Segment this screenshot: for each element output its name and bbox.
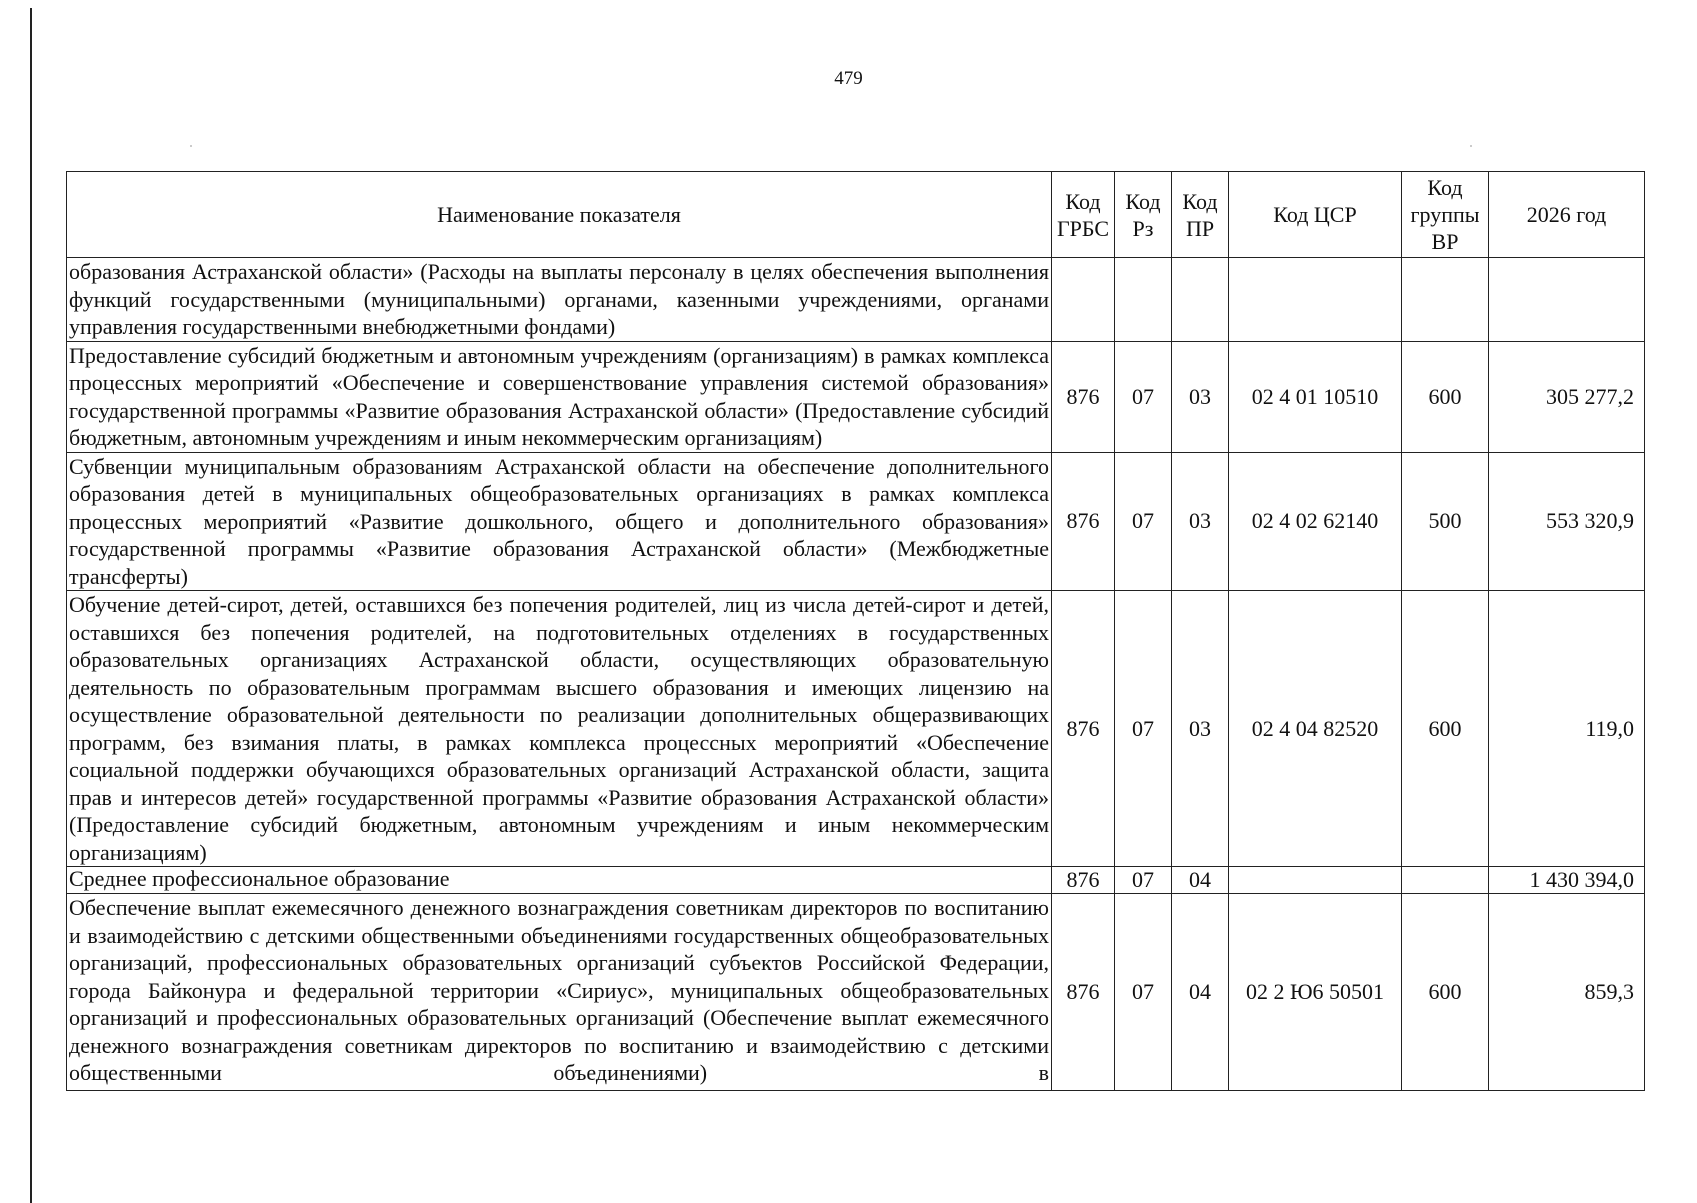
page-number: 479 xyxy=(834,68,863,89)
row-subsection-code: 04 xyxy=(1172,867,1229,894)
row-grbs-code: 876 xyxy=(1052,591,1115,867)
row-grbs-code: 876 xyxy=(1052,452,1115,591)
header-target-article-code: Код ЦСР xyxy=(1229,172,1402,258)
row-amount-2026: 1 430 394,0 xyxy=(1489,867,1645,894)
scan-speck xyxy=(1470,145,1472,147)
table-row xyxy=(67,894,1645,1091)
row-indicator-name: образования Астраханской области» (Расходы на выплаты персоналу в целях обеспечения выполнения функций государственными (муниципальными) органами, казенными учреждениями, органами управления государственными внебюджетными фондами) xyxy=(67,258,1052,342)
row-section-code: 07 xyxy=(1115,894,1172,1091)
row-target-article-code: 02 2 Ю6 50501 xyxy=(1229,894,1402,1091)
row-subsection-code: 04 xyxy=(1172,894,1229,1091)
row-grbs-code: 876 xyxy=(1052,894,1115,1091)
table-row xyxy=(67,341,1645,452)
row-subsection-code: 03 xyxy=(1172,341,1229,452)
row-subsection-code xyxy=(1172,258,1229,342)
header-expense-group-code: Код группы ВР xyxy=(1402,172,1489,258)
row-expense-group-code: 600 xyxy=(1402,894,1489,1091)
header-section-code: Код Рз xyxy=(1115,172,1172,258)
row-expense-group-code xyxy=(1402,258,1489,342)
header-indicator-name: Наименование показателя xyxy=(67,172,1052,258)
row-expense-group-code: 600 xyxy=(1402,591,1489,867)
row-indicator-name: Субвенции муниципальным образованиям Астраханской области на обеспечение дополнительного образования детей в муниципальных общеобразовательных организациях в рамках комплекса процессных мероприятий «Развитие дошкольного, общего и дополнительного образования» государственной программы «Развитие образования Астраханской области» (Межбюджетные трансферты) xyxy=(67,452,1052,591)
row-target-article-code xyxy=(1229,258,1402,342)
row-grbs-code: 876 xyxy=(1052,341,1115,452)
row-section-code xyxy=(1115,258,1172,342)
table-row xyxy=(67,591,1645,867)
header-year-2026: 2026 год xyxy=(1489,172,1645,258)
row-grbs-code xyxy=(1052,258,1115,342)
row-indicator-name: Предоставление субсидий бюджетным и автономным учреждениям (организациям) в рамках комплекса процессных мероприятий «Обеспечение и совершенствование управления системой образования» государственной программы «Развитие образования Астраханской области» (Предоставление субсидий бюджетным, автономным учреждениям и иным некоммерческим организациям) xyxy=(67,341,1052,452)
row-subsection-code: 03 xyxy=(1172,452,1229,591)
row-expense-group-code: 600 xyxy=(1402,341,1489,452)
row-amount-2026: 553 320,9 xyxy=(1489,452,1645,591)
binding-edge-line xyxy=(30,8,32,1203)
row-section-code: 07 xyxy=(1115,867,1172,894)
table-header-row xyxy=(67,172,1645,258)
row-indicator-name: Обучение детей-сирот, детей, оставшихся без попечения родителей, лиц из числа детей-сирот и детей, оставшихся без попечения родителей, на подготовительных отделениях в государственных образовательных организациях Астраханской области, осуществляющих образовательную деятельность по образовательным программам высшего образования и имеющих лицензию на осуществление образовательной деятельности по реализации дополнительных общеразвивающих программ, без взимания платы, в рамках комплекса процессных мероприятий «Обеспечение социальной поддержки обучающихся образовательных организаций Астраханской области, защита прав и интересов детей» государственной программы «Развитие образования Астраханской области» (Предоставление субсидий бюджетным, автономным учреждениям и иным некоммерческим организациям) xyxy=(67,591,1052,867)
row-grbs-code: 876 xyxy=(1052,867,1115,894)
table-row xyxy=(67,258,1645,342)
row-expense-group-code xyxy=(1402,867,1489,894)
header-subsection-code: Код ПР xyxy=(1172,172,1229,258)
row-section-code: 07 xyxy=(1115,452,1172,591)
row-amount-2026: 859,3 xyxy=(1489,894,1645,1091)
row-section-code: 07 xyxy=(1115,341,1172,452)
row-target-article-code: 02 4 04 82520 xyxy=(1229,591,1402,867)
table-row xyxy=(67,452,1645,591)
row-subsection-code: 03 xyxy=(1172,591,1229,867)
budget-table xyxy=(66,171,1645,1091)
row-target-article-code: 02 4 01 10510 xyxy=(1229,341,1402,452)
scan-speck xyxy=(190,145,192,147)
table-row xyxy=(67,867,1645,894)
header-grbs-code: Код ГРБС xyxy=(1052,172,1115,258)
row-indicator-name: Обеспечение выплат ежемесячного денежного вознаграждения советникам директоров по воспитанию и взаимодействию с детскими общественными объединениями государственных общеобразовательных организаций, профессиональных образовательных организаций субъектов Российской Федерации, города Байконура и федеральной территории «Сириус», муниципальных общеобразовательных организаций и профессиональных образовательных организаций (Обеспечение выплат ежемесячного денежного вознаграждения советникам директоров по воспитанию и взаимодействию с детскими общественными объединениями) в xyxy=(67,894,1052,1091)
row-amount-2026 xyxy=(1489,258,1645,342)
row-amount-2026: 305 277,2 xyxy=(1489,341,1645,452)
row-target-article-code: 02 4 02 62140 xyxy=(1229,452,1402,591)
row-target-article-code xyxy=(1229,867,1402,894)
row-amount-2026: 119,0 xyxy=(1489,591,1645,867)
row-indicator-name: Среднее профессиональное образование xyxy=(67,867,1052,894)
row-section-code: 07 xyxy=(1115,591,1172,867)
row-expense-group-code: 500 xyxy=(1402,452,1489,591)
